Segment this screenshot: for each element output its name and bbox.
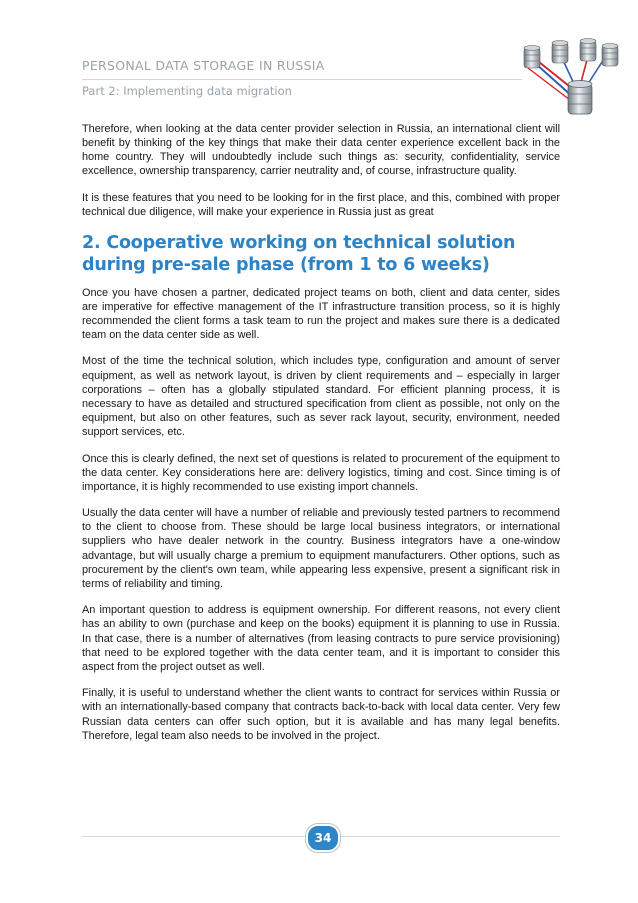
page-number-badge: 34 [306, 824, 340, 852]
paragraph: Finally, it is useful to understand whether the client wants to contract for services within Russia or with an internationally-based company that contracts back-to-back with local data center. Very few Russian data centers can offer such option, but it is available and has many legal benefits. Therefore, legal team also needs to be involved in the project. [82, 687, 560, 742]
page-header-title: PERSONAL DATA STORAGE IN RUSSIA [82, 58, 325, 73]
paragraph: An important question to address is equipment ownership. For different reasons, not every client has an ability to own (purchase and keep on the books) equipment it is planning to use in Russia. In that case, there is a number of alternatives (from leasing contracts to pure service provisioning) that need to be explored together with the data center team, and it is important to consider this aspect from the project outset as well. [82, 604, 560, 673]
header-divider [82, 79, 522, 80]
section-heading: 2. Cooperative working on technical solution during pre-sale phase (from 1 to 6 weeks) [82, 232, 516, 275]
paragraph: Once this is clearly defined, the next set of questions is related to procurement of the equipment to the data center. Key considerations here are: delivery logistics, timing and cost. Since timing is of importance, it is highly recommended to use existing import channels. [82, 452, 560, 493]
paragraph: Most of the time the technical solution, which includes type, configuration and amount of server equipment, as well as network layout, is driven by client requirements and – especially in larger corporations – often has a globally stipulated standard. For efficient planning process, it is necessary to have as detailed and structured specification from client as possible, not only on the equipment, but also on other features, such as sever rack layout, security, environment, needed support services, etc. [82, 355, 560, 438]
page-header-subtitle: Part 2: Implementing data migration [82, 84, 292, 98]
paragraph: Usually the data center will have a number of reliable and previously tested partners to recommend to the client to choose from. These should be large local business integrators, or international suppliers who have dealer network in the country. Business integrators have a one-window advantage, but will usually charge a premium to equipment manufacturers. Other options, such as procurement by the client's own team, while appearing less expensive, present a significant risk in terms of reliability and timing. [82, 507, 560, 590]
paragraph: Therefore, when looking at the data center provider selection in Russia, an international client will benefit by thinking of the key things that make their data center experience excellent back in the home country. They will undoubtedly include such things as: security, confidentiality, service excellence, ownership transparency, carrier neutrality and, of course, infrastructure quality. [82, 123, 560, 178]
page-content [82, 122, 560, 755]
paragraph: It is these features that you need to be looking for in the first place, and this, combined with proper technical due diligence, will make your experience in Russia just as great [82, 191, 560, 218]
paragraph: Once you have chosen a partner, dedicated project teams on both, client and data center, sides are imperative for effective management of the IT infrastructure transition process, so it is highly recommended the client forms a task team to run the project and makes sure there is a dedicated team on the data center side as well. [82, 286, 560, 341]
servers-network-icon [522, 38, 622, 118]
